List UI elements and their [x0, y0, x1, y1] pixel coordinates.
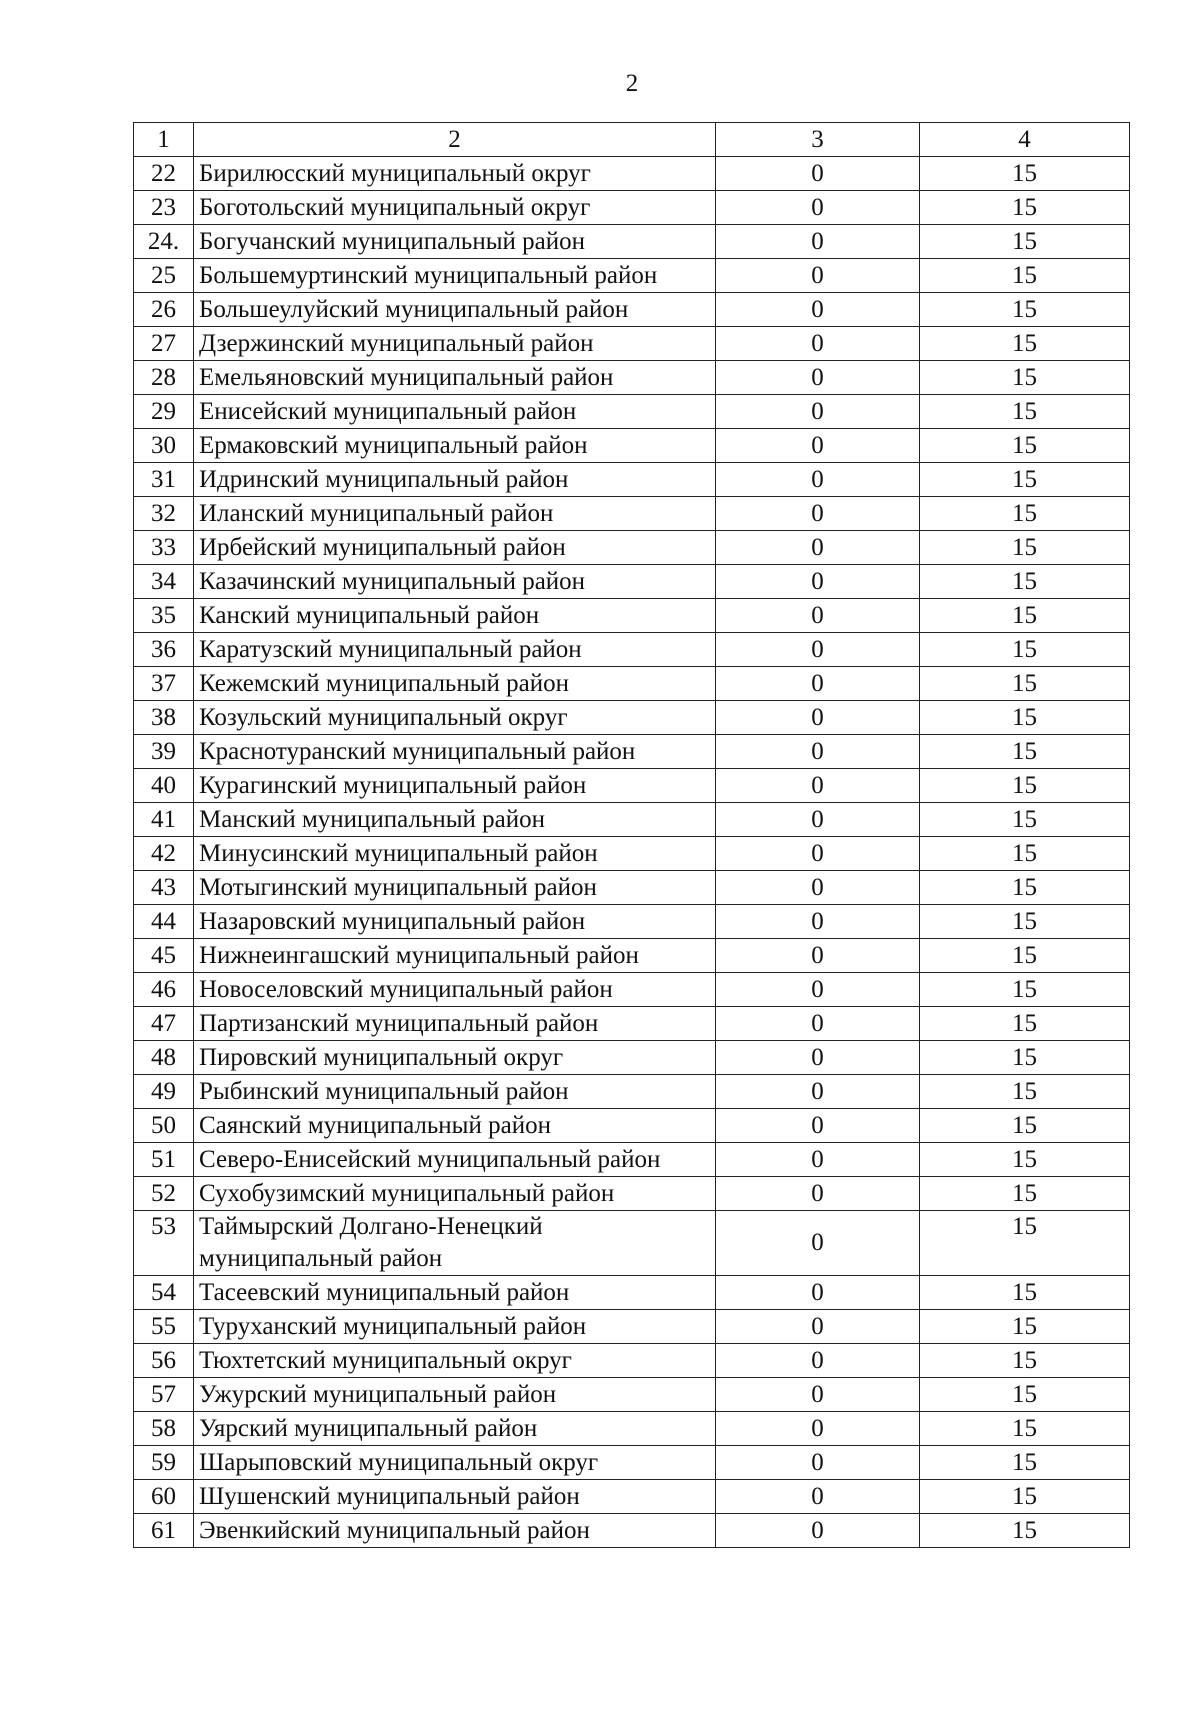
row-number-cell: 53	[134, 1211, 194, 1276]
column-3-value-cell: 0	[716, 1446, 920, 1480]
column-3-value-cell: 0	[716, 1480, 920, 1514]
row-number-cell: 51	[134, 1143, 194, 1177]
column-4-value-cell: 15	[920, 633, 1130, 667]
column-3-value-cell: 0	[716, 157, 920, 191]
column-3-value-cell: 0	[716, 225, 920, 259]
column-3-value-cell: 0	[716, 327, 920, 361]
column-3-value-cell: 0	[716, 633, 920, 667]
row-number-cell: 52	[134, 1177, 194, 1211]
table-row	[134, 395, 1130, 429]
district-name-cell: Канский муниципальный район	[194, 599, 716, 633]
row-number-cell: 60	[134, 1480, 194, 1514]
column-3-value-cell: 0	[716, 871, 920, 905]
column-4-value-cell: 15	[920, 871, 1130, 905]
column-header-3: 3	[716, 123, 920, 157]
column-4-value-cell: 15	[920, 463, 1130, 497]
column-4-value-cell: 15	[920, 157, 1130, 191]
row-number-cell: 33	[134, 531, 194, 565]
row-number-cell: 41	[134, 803, 194, 837]
row-number-cell: 31	[134, 463, 194, 497]
row-number-cell: 22	[134, 157, 194, 191]
district-name-cell: Краснотуранский муниципальный район	[194, 735, 716, 769]
district-name-cell: Енисейский муниципальный район	[194, 395, 716, 429]
table-row	[134, 463, 1130, 497]
column-4-value-cell: 15	[920, 803, 1130, 837]
column-3-value-cell: 0	[716, 1143, 920, 1177]
district-name-cell: Тюхтетский муниципальный округ	[194, 1344, 716, 1378]
column-4-value-cell: 15	[920, 667, 1130, 701]
row-number-cell: 55	[134, 1310, 194, 1344]
district-name-cell: Назаровский муниципальный район	[194, 905, 716, 939]
district-name-cell: Партизанский муниципальный район	[194, 1007, 716, 1041]
column-3-value-cell: 0	[716, 463, 920, 497]
table-row	[134, 497, 1130, 531]
column-3-value-cell: 0	[716, 973, 920, 1007]
table-row	[134, 1446, 1130, 1480]
table-header-row	[134, 123, 1130, 157]
district-name-cell: Уярский муниципальный район	[194, 1412, 716, 1446]
column-4-value-cell: 15	[920, 225, 1130, 259]
column-3-value-cell: 0	[716, 1109, 920, 1143]
column-4-value-cell: 15	[920, 939, 1130, 973]
column-4-value-cell: 15	[920, 599, 1130, 633]
column-4-value-cell: 15	[920, 1276, 1130, 1310]
table-row	[134, 327, 1130, 361]
district-name-cell: Курагинский муниципальный район	[194, 769, 716, 803]
row-number-cell: 40	[134, 769, 194, 803]
column-3-value-cell: 0	[716, 701, 920, 735]
table-row	[134, 735, 1130, 769]
district-name-cell: Мотыгинский муниципальный район	[194, 871, 716, 905]
table-row	[134, 1143, 1130, 1177]
column-3-value-cell: 0	[716, 1514, 920, 1548]
table-row	[134, 939, 1130, 973]
table-row	[134, 803, 1130, 837]
district-name-cell: Богучанский муниципальный район	[194, 225, 716, 259]
column-4-value-cell: 15	[920, 395, 1130, 429]
column-4-value-cell: 15	[920, 1075, 1130, 1109]
table-row	[134, 565, 1130, 599]
column-4-value-cell: 15	[920, 259, 1130, 293]
table-row	[134, 1344, 1130, 1378]
row-number-cell: 49	[134, 1075, 194, 1109]
column-3-value-cell: 0	[716, 565, 920, 599]
column-4-value-cell: 15	[920, 1041, 1130, 1075]
district-name-cell: Северо-Енисейский муниципальный район	[194, 1143, 716, 1177]
row-number-cell: 23	[134, 191, 194, 225]
row-number-cell: 59	[134, 1446, 194, 1480]
column-4-value-cell: 15	[920, 1344, 1130, 1378]
district-name-cell: Ермаковский муниципальный район	[194, 429, 716, 463]
column-3-value-cell: 0	[716, 769, 920, 803]
table-row	[134, 1109, 1130, 1143]
row-number-cell: 29	[134, 395, 194, 429]
column-3-value-cell: 0	[716, 837, 920, 871]
column-3-value-cell: 0	[716, 293, 920, 327]
row-number-cell: 35	[134, 599, 194, 633]
district-name-cell: Минусинский муниципальный район	[194, 837, 716, 871]
row-number-cell: 48	[134, 1041, 194, 1075]
column-3-value-cell: 0	[716, 361, 920, 395]
row-number-cell: 38	[134, 701, 194, 735]
row-number-cell: 45	[134, 939, 194, 973]
table-row	[134, 633, 1130, 667]
table-row	[134, 701, 1130, 735]
district-name-cell: Тасеевский муниципальный район	[194, 1276, 716, 1310]
row-number-cell: 54	[134, 1276, 194, 1310]
district-name-cell: Нижнеингашский муниципальный район	[194, 939, 716, 973]
districts-table	[133, 122, 1130, 1548]
column-4-value-cell: 15	[920, 837, 1130, 871]
column-4-value-cell: 15	[920, 429, 1130, 463]
row-number-cell: 39	[134, 735, 194, 769]
district-name-cell: Эвенкийский муниципальный район	[194, 1514, 716, 1548]
column-4-value-cell: 15	[920, 1514, 1130, 1548]
column-3-value-cell: 0	[716, 1041, 920, 1075]
column-3-value-cell: 0	[716, 1211, 920, 1276]
column-4-value-cell: 15	[920, 191, 1130, 225]
district-name-cell: Манский муниципальный район	[194, 803, 716, 837]
district-name-cell: Ужурский муниципальный район	[194, 1378, 716, 1412]
column-3-value-cell: 0	[716, 191, 920, 225]
column-3-value-cell: 0	[716, 803, 920, 837]
district-name-cell: Туруханский муниципальный район	[194, 1310, 716, 1344]
column-4-value-cell: 15	[920, 531, 1130, 565]
table-row	[134, 191, 1130, 225]
column-3-value-cell: 0	[716, 1276, 920, 1310]
row-number-cell: 47	[134, 1007, 194, 1041]
column-3-value-cell: 0	[716, 599, 920, 633]
column-3-value-cell: 0	[716, 735, 920, 769]
column-4-value-cell: 15	[920, 973, 1130, 1007]
row-number-cell: 26	[134, 293, 194, 327]
row-number-cell: 37	[134, 667, 194, 701]
district-name-cell: Таймырский Долгано-Ненецкий муниципальный район	[194, 1211, 716, 1276]
column-4-value-cell: 15	[920, 1211, 1130, 1276]
district-name-cell: Каратузский муниципальный район	[194, 633, 716, 667]
column-4-value-cell: 15	[920, 1109, 1130, 1143]
row-number-cell: 61	[134, 1514, 194, 1548]
column-3-value-cell: 0	[716, 395, 920, 429]
table-row	[134, 1075, 1130, 1109]
column-4-value-cell: 15	[920, 497, 1130, 531]
column-4-value-cell: 15	[920, 769, 1130, 803]
column-header-2: 2	[194, 123, 716, 157]
table-row	[134, 667, 1130, 701]
table-row	[134, 1211, 1130, 1276]
district-name-cell: Большеулуйский муниципальный район	[194, 293, 716, 327]
row-number-cell: 24.	[134, 225, 194, 259]
table-row	[134, 259, 1130, 293]
column-4-value-cell: 15	[920, 1480, 1130, 1514]
table-row	[134, 1007, 1130, 1041]
district-name-cell: Новоселовский муниципальный район	[194, 973, 716, 1007]
row-number-cell: 27	[134, 327, 194, 361]
column-4-value-cell: 15	[920, 1143, 1130, 1177]
page-number: 2	[625, 70, 639, 97]
table-row	[134, 1378, 1130, 1412]
district-name-cell: Козульский муниципальный округ	[194, 701, 716, 735]
column-4-value-cell: 15	[920, 701, 1130, 735]
column-3-value-cell: 0	[716, 1310, 920, 1344]
row-number-cell: 32	[134, 497, 194, 531]
district-name-cell: Иланский муниципальный район	[194, 497, 716, 531]
row-number-cell: 46	[134, 973, 194, 1007]
column-header-1: 1	[134, 123, 194, 157]
column-3-value-cell: 0	[716, 531, 920, 565]
table-row	[134, 1276, 1130, 1310]
column-3-value-cell: 0	[716, 497, 920, 531]
column-3-value-cell: 0	[716, 259, 920, 293]
column-4-value-cell: 15	[920, 905, 1130, 939]
column-4-value-cell: 15	[920, 327, 1130, 361]
district-name-cell: Шушенский муниципальный район	[194, 1480, 716, 1514]
column-4-value-cell: 15	[920, 1310, 1130, 1344]
column-3-value-cell: 0	[716, 1344, 920, 1378]
district-name-cell: Дзержинский муниципальный район	[194, 327, 716, 361]
column-4-value-cell: 15	[920, 293, 1130, 327]
column-4-value-cell: 15	[920, 1378, 1130, 1412]
row-number-cell: 42	[134, 837, 194, 871]
column-3-value-cell: 0	[716, 667, 920, 701]
table-row	[134, 769, 1130, 803]
table-row	[134, 905, 1130, 939]
row-number-cell: 34	[134, 565, 194, 599]
row-number-cell: 28	[134, 361, 194, 395]
district-name-cell: Боготольский муниципальный округ	[194, 191, 716, 225]
column-4-value-cell: 15	[920, 1412, 1130, 1446]
row-number-cell: 36	[134, 633, 194, 667]
table-row	[134, 871, 1130, 905]
column-4-value-cell: 15	[920, 735, 1130, 769]
table-row	[134, 1310, 1130, 1344]
district-name-cell: Рыбинский муниципальный район	[194, 1075, 716, 1109]
district-name-cell: Шарыповский муниципальный округ	[194, 1446, 716, 1480]
table-row	[134, 1041, 1130, 1075]
district-name-cell: Большемуртинский муниципальный район	[194, 259, 716, 293]
column-3-value-cell: 0	[716, 939, 920, 973]
district-name-cell: Сухобузимский муниципальный район	[194, 1177, 716, 1211]
district-name-cell: Пировский муниципальный округ	[194, 1041, 716, 1075]
column-3-value-cell: 0	[716, 905, 920, 939]
district-name-cell: Бирилюсский муниципальный округ	[194, 157, 716, 191]
table-row	[134, 1480, 1130, 1514]
row-number-cell: 30	[134, 429, 194, 463]
table-row	[134, 293, 1130, 327]
row-number-cell: 58	[134, 1412, 194, 1446]
district-name-cell: Саянский муниципальный район	[194, 1109, 716, 1143]
district-name-cell: Кежемский муниципальный район	[194, 667, 716, 701]
row-number-cell: 57	[134, 1378, 194, 1412]
column-4-value-cell: 15	[920, 361, 1130, 395]
row-number-cell: 50	[134, 1109, 194, 1143]
table-row	[134, 225, 1130, 259]
district-name-cell: Казачинский муниципальный район	[194, 565, 716, 599]
district-name-cell: Идринский муниципальный район	[194, 463, 716, 497]
table-row	[134, 1514, 1130, 1548]
district-name-cell: Ирбейский муниципальный район	[194, 531, 716, 565]
table-row	[134, 429, 1130, 463]
column-3-value-cell: 0	[716, 1075, 920, 1109]
row-number-cell: 43	[134, 871, 194, 905]
column-3-value-cell: 0	[716, 1007, 920, 1041]
row-number-cell: 25	[134, 259, 194, 293]
row-number-cell: 56	[134, 1344, 194, 1378]
table-row	[134, 531, 1130, 565]
column-4-value-cell: 15	[920, 1007, 1130, 1041]
table-row	[134, 973, 1130, 1007]
column-header-4: 4	[920, 123, 1130, 157]
row-number-cell: 44	[134, 905, 194, 939]
table-row	[134, 157, 1130, 191]
table-row	[134, 1412, 1130, 1446]
column-4-value-cell: 15	[920, 1177, 1130, 1211]
column-3-value-cell: 0	[716, 1412, 920, 1446]
table-row	[134, 599, 1130, 633]
district-name-cell: Емельяновский муниципальный район	[194, 361, 716, 395]
column-4-value-cell: 15	[920, 565, 1130, 599]
table-body	[134, 157, 1130, 1548]
column-4-value-cell: 15	[920, 1446, 1130, 1480]
column-3-value-cell: 0	[716, 429, 920, 463]
table-row	[134, 361, 1130, 395]
table-row	[134, 837, 1130, 871]
column-3-value-cell: 0	[716, 1378, 920, 1412]
table-row	[134, 1177, 1130, 1211]
column-3-value-cell: 0	[716, 1177, 920, 1211]
